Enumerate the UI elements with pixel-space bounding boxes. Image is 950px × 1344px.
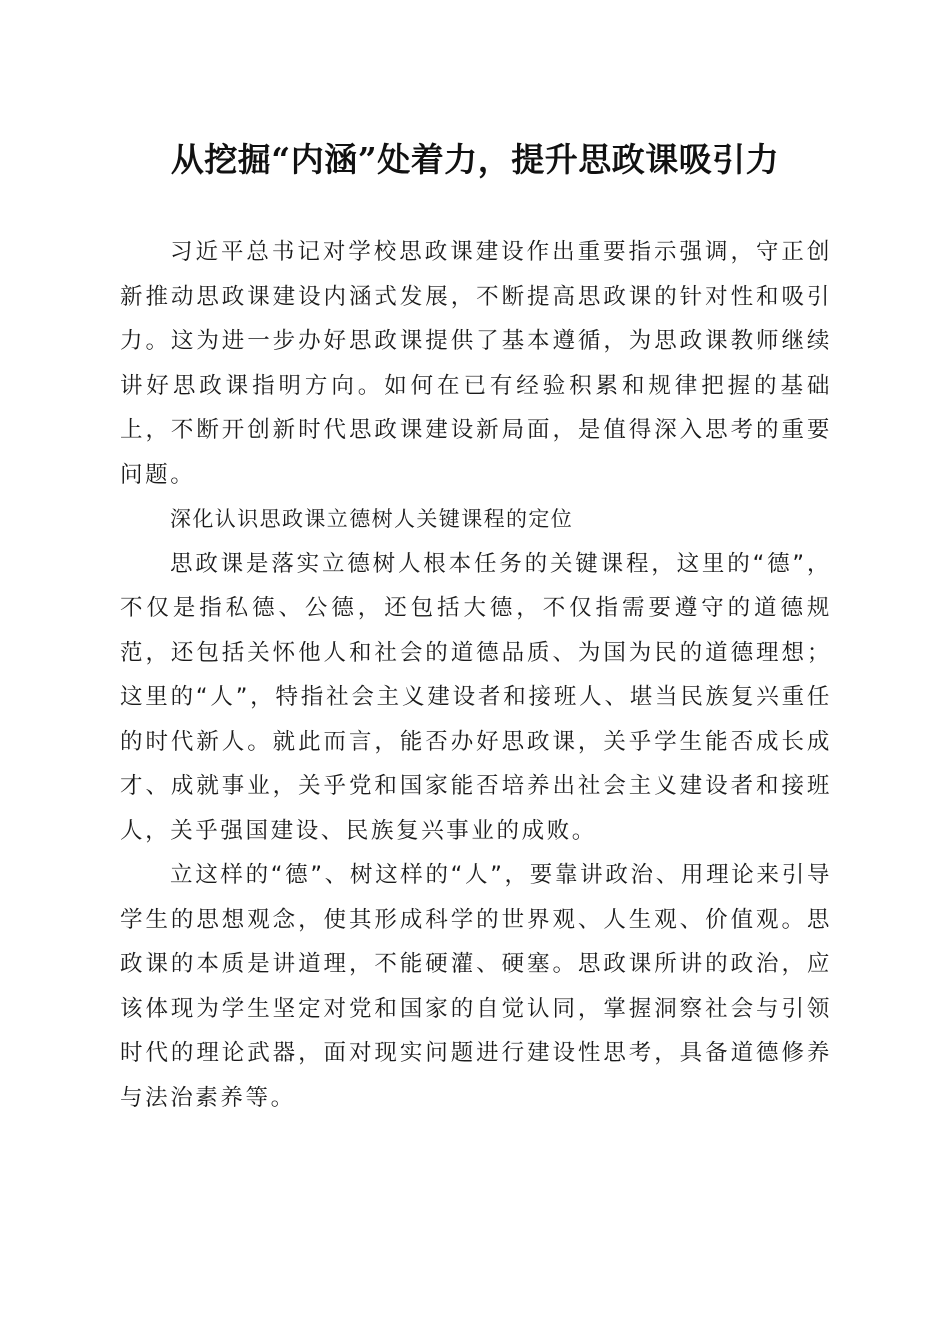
section-heading: 深化认识思政课立德树人关键课程的定位 (170, 507, 574, 531)
paragraph-moral-education: 立这样的“德”、树这样的“人”，要靠讲政治、用理论来引导学生的思想观念，使其形成科学的世界观、人生观、价值观。思政课的本质是讲道理，不能硬灌、硬塞。思政课所讲的政治，应该体现为学生坚定对党和国家的自觉认同，掌握洞察社会与引领时代的理论武器，面对现实问题进行建设性思考，具备道德修养与法治素养等。 (120, 862, 832, 1111)
document-body (120, 230, 832, 1120)
document-title: 从挖掘“内涵”处着力，提升思政课吸引力 (170, 140, 780, 179)
paragraph-intro: 习近平总书记对学校思政课建设作出重要指示强调，守正创新推动思政课建设内涵式发展，不断提高思政课的针对性和吸引力。这为进一步办好思政课提供了基本遵循，为思政课教师继续讲好思政课指明方向。如何在已有经验积累和规律把握的基础上，不断开创新时代思政课建设新局面，是值得深入思考的重要问题。 (120, 239, 832, 488)
paragraph-course-positioning: 思政课是落实立德树人根本任务的关键课程，这里的“德”，不仅是指私德、公德，还包括大德，不仅指需要遵守的道德规范，还包括关怀他人和社会的道德品质、为国为民的道德理想；这里的“人”，特指社会主义建设者和接班人、堪当民族复兴重任的时代新人。就此而言，能否办好思政课，关乎学生能否成长成才、成就事业，关乎党和国家能否培养出社会主义建设者和接班人，关乎强国建设、民族复兴事业的成败。 (120, 550, 832, 844)
